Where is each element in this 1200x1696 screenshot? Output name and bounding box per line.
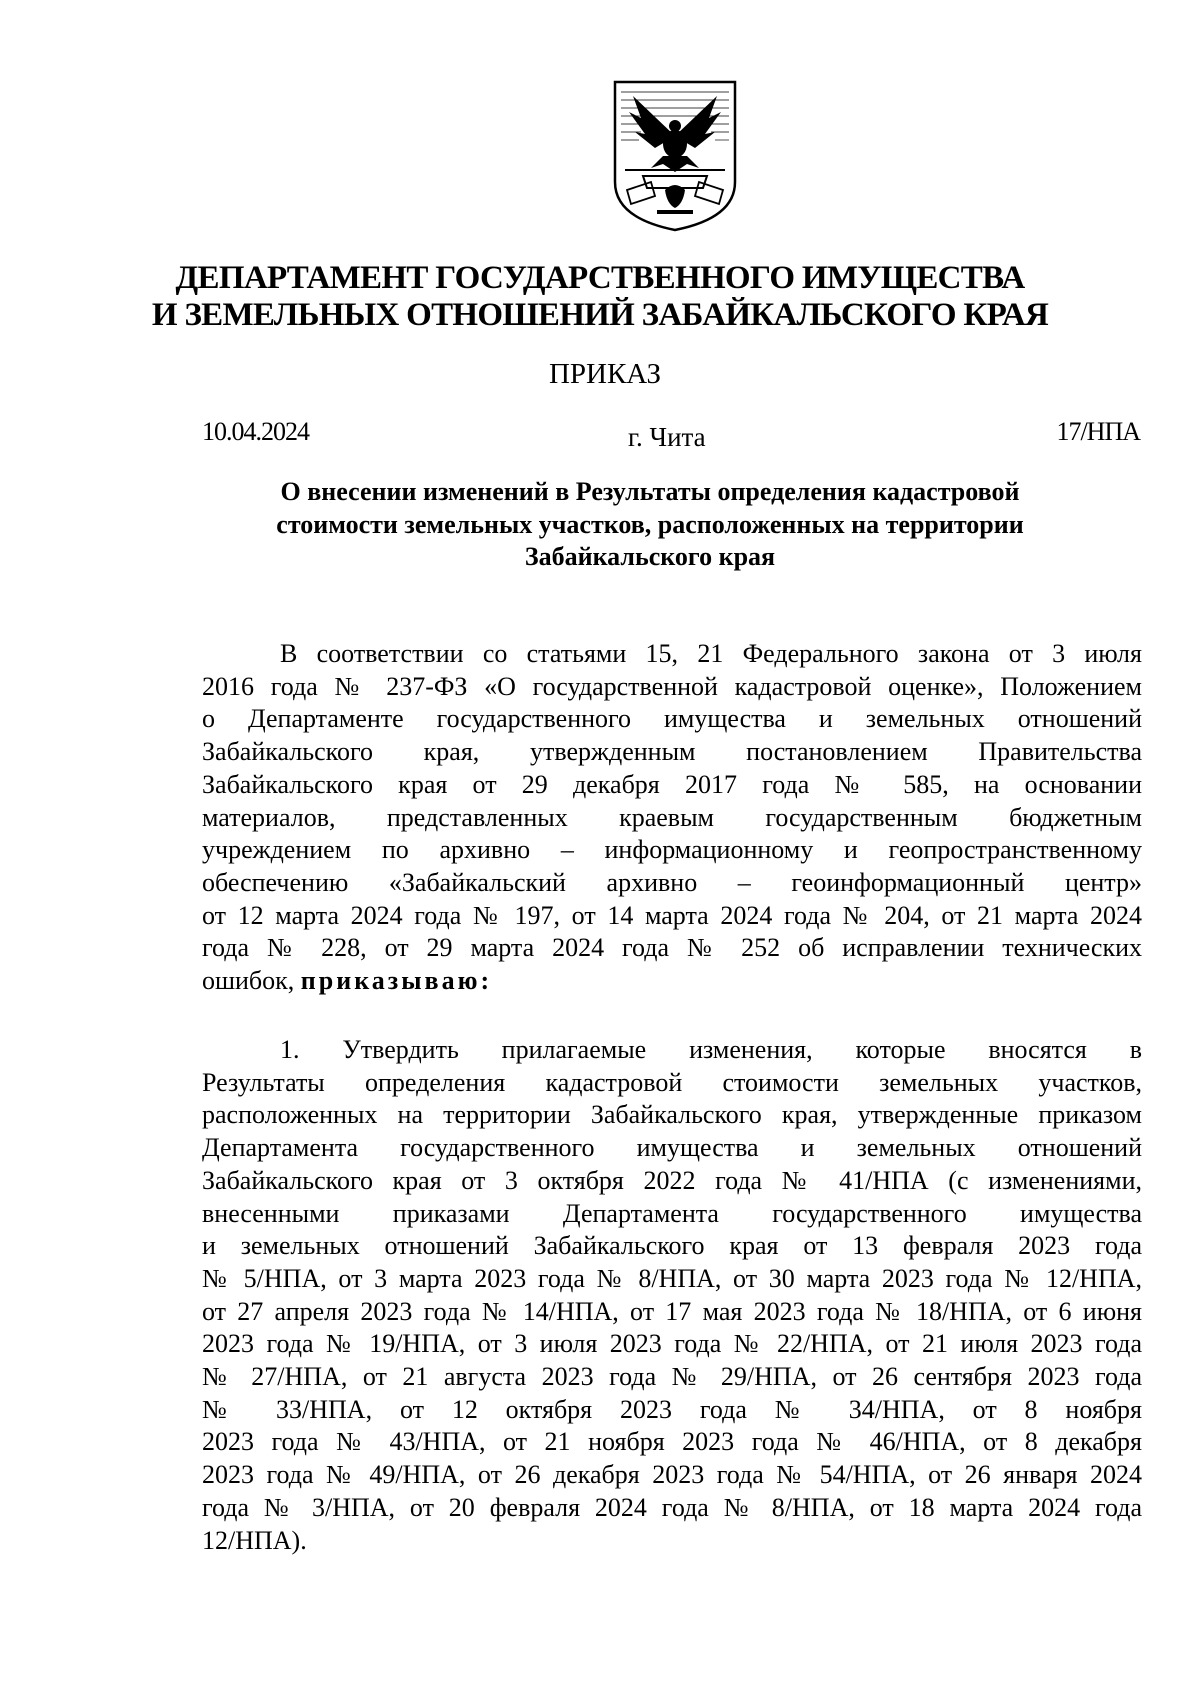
paragraph-line-final	[202, 965, 1142, 998]
paragraph-line: № 33/НПА, от 12 октября 2023 года № 34/НПА, от 8 ноября	[202, 1394, 1142, 1424]
paragraph-line: материалов, представленных краевым государственным бюджетным	[202, 802, 1142, 832]
paragraph-line: Забайкальского края от 3 октября 2022 года № 41/НПА (с изменениями,	[202, 1165, 1142, 1195]
department-name-line1: ДЕПАРТАМЕНТ ГОСУДАРСТВЕННОГО ИМУЩЕСТВА	[175, 260, 1025, 296]
final-text: ошибок,	[202, 966, 301, 996]
paragraph-preamble	[202, 638, 1142, 998]
paragraph-line: внесенными приказами Департамента государственного имущества	[202, 1198, 1142, 1228]
paragraph-line: В соответствии со статьями 15, 21 Федерального закона от 3 июля	[280, 639, 1142, 668]
title-line-2: стоимости земельных участков, расположенных на территории	[276, 509, 1024, 539]
paragraph-line: расположенных на территории Забайкальского края, утвержденные приказом	[202, 1100, 1142, 1130]
paragraph-line: Забайкальского края, утвержденным постановлением Правительства	[202, 737, 1142, 767]
paragraph-line: Департамента государственного имущества и земельных отношений	[202, 1133, 1142, 1163]
document-title	[210, 476, 1090, 574]
paragraph-line: от 27 апреля 2023 года № 14/НПА, от 17 мая 2023 года № 18/НПА, от 6 июня	[202, 1296, 1142, 1326]
paragraph-line: о Департаменте государственного имущества и земельных отношений	[202, 704, 1142, 734]
paragraph-line: обеспечению «Забайкальский архивно – геоинформационный центр»	[202, 867, 1142, 897]
paragraph-line: № 27/НПА, от 21 августа 2023 года № 29/НПА, от 26 сентября 2023 года	[202, 1362, 1142, 1392]
paragraph-line: учреждением по архивно – информационному и геопространственному	[202, 835, 1142, 865]
title-line-1: О внесении изменений в Результаты определения кадастровой	[280, 477, 1020, 506]
paragraph-line: 2023 года № 43/НПА, от 21 ноября 2023 года № 46/НПА, от 8 декабря	[202, 1427, 1142, 1457]
paragraph-line: Забайкальского края от 29 декабря 2017 года № 585, на основании	[202, 769, 1142, 799]
order-keyword: приказываю:	[300, 966, 493, 996]
paragraph-line: 1. Утвердить прилагаемые изменения, которые вносятся в	[280, 1035, 1142, 1064]
paragraph-line: 2023 года № 19/НПА, от 3 июля 2023 года № 22/НПА, от 21 июля 2023 года	[202, 1329, 1142, 1359]
paragraph-line: № 5/НПА, от 3 марта 2023 года № 8/НПА, от 30 марта 2023 года № 12/НПА,	[202, 1263, 1142, 1293]
paragraph-line: 2016 года № 237-ФЗ «О государственной кадастровой оценке», Положением	[202, 671, 1142, 701]
paragraph-line: года № 3/НПА, от 20 февраля 2024 года № 8/НПА, от 18 марта 2024 года	[202, 1492, 1142, 1522]
document-number: 17/НПА	[1056, 417, 1140, 446]
paragraph-line: 12/НПА).	[202, 1525, 307, 1555]
paragraph-line: 2023 года № 49/НПА, от 26 декабря 2023 года № 54/НПА, от 26 января 2024	[202, 1460, 1142, 1490]
paragraph-line: от 12 марта 2024 года № 197, от 14 марта 2024 года № 204, от 21 марта 2024	[202, 900, 1142, 930]
document-type: ПРИКАЗ	[548, 358, 662, 390]
paragraph-line: и земельных отношений Забайкальского края от 13 февраля 2023 года	[202, 1231, 1142, 1261]
coat-of-arms-emblem	[611, 78, 739, 234]
document-date: 10.04.2024	[202, 417, 309, 446]
department-name-line2: И ЗЕМЕЛЬНЫХ ОТНОШЕНИЙ ЗАБАЙКАЛЬСКОГО КРАЯ	[151, 297, 1049, 333]
document-city: г. Чита	[628, 422, 706, 452]
paragraph-line: Результаты определения кадастровой стоимости земельных участков,	[202, 1067, 1142, 1097]
paragraph-line: года № 228, от 29 марта 2024 года № 252 об исправлении технических	[202, 933, 1142, 963]
title-line-3: Забайкальского края	[524, 542, 776, 571]
paragraph-item-1	[202, 1034, 1142, 1557]
